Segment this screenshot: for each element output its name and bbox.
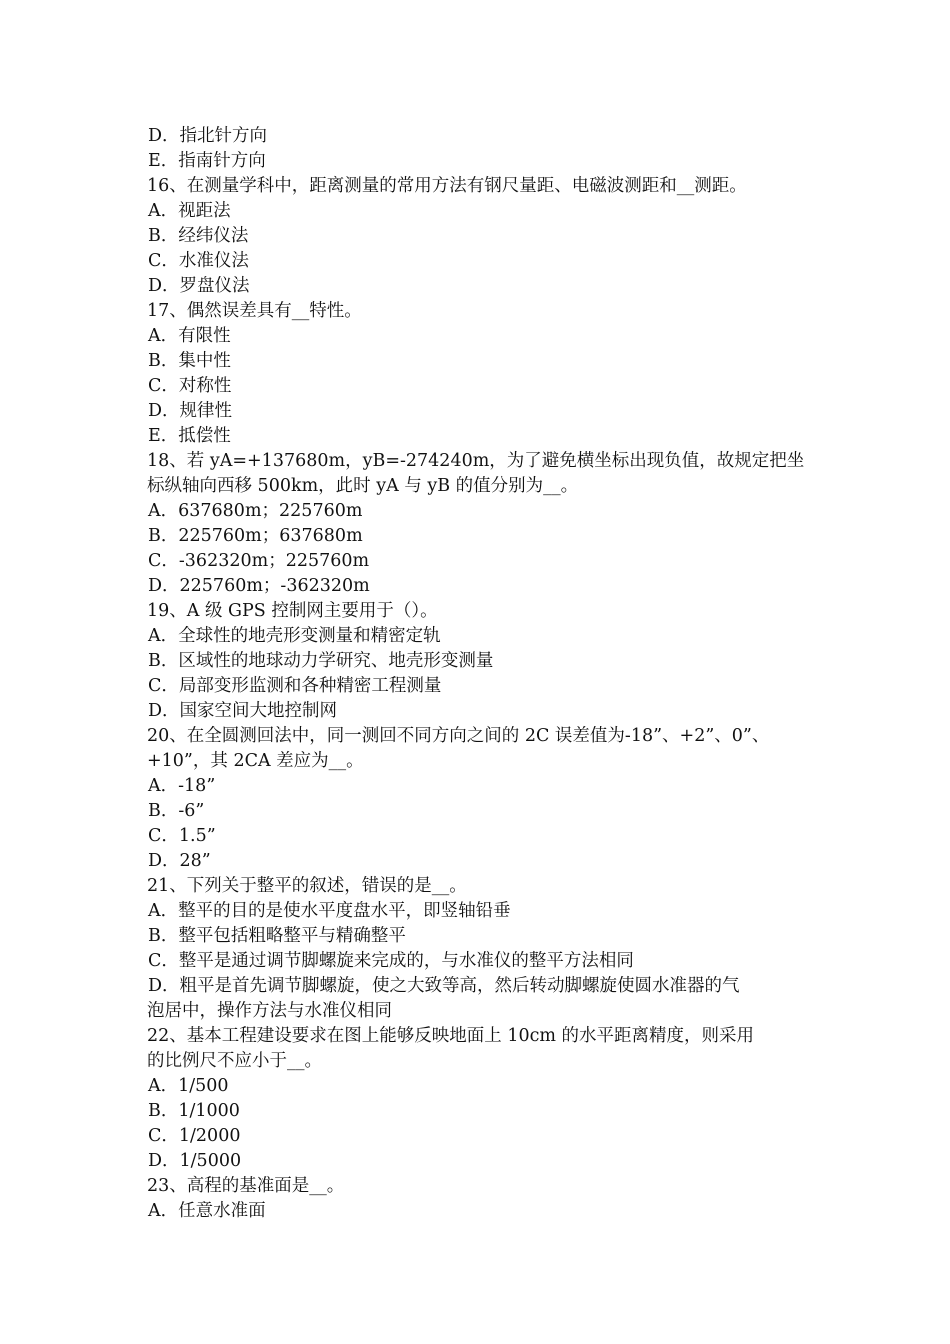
question-list bbox=[147, 124, 815, 1224]
answer-option-line: A．637680m；225760m bbox=[148, 501, 363, 521]
question-text-line: 21、下列关于整平的叙述，错误的是__。 bbox=[147, 876, 467, 896]
answer-option-line: A．-18” bbox=[148, 776, 216, 796]
answer-option-line: B．-6” bbox=[148, 801, 205, 821]
answer-option-line: C．对称性 bbox=[148, 376, 232, 396]
question-text-line: 19、A 级 GPS 控制网主要用于（）。 bbox=[147, 601, 438, 621]
answer-option-line: A．视距法 bbox=[148, 201, 231, 221]
question-text-line: 23、高程的基准面是__。 bbox=[147, 1176, 345, 1196]
answer-option-line: D．1/5000 bbox=[148, 1151, 242, 1171]
question-text-line: +10”，其 2CA 差应为__。 bbox=[147, 751, 364, 771]
answer-option-line: D．指北针方向 bbox=[148, 126, 268, 146]
answer-option-line: E．指南针方向 bbox=[148, 151, 266, 171]
question-text-line: 16、在测量学科中，距离测量的常用方法有钢尺量距、电磁波测距和__测距。 bbox=[147, 176, 747, 196]
answer-option-line: E．抵偿性 bbox=[148, 426, 231, 446]
answer-option-line: B．1/1000 bbox=[148, 1101, 240, 1121]
answer-option-line: B．整平包括粗略整平与精确整平 bbox=[148, 926, 406, 946]
question-text-line: 17、偶然误差具有__特性。 bbox=[147, 301, 362, 321]
answer-option-line: A．任意水准面 bbox=[148, 1201, 266, 1221]
answer-option-line: B．区域性的地球动力学研究、地壳形变测量 bbox=[148, 651, 494, 671]
answer-option-line: C．水准仪法 bbox=[148, 251, 249, 271]
answer-option-line: D．225760m；-362320m bbox=[148, 576, 370, 596]
answer-option-line: C．1.5” bbox=[148, 826, 216, 846]
answer-option-line: D．28” bbox=[148, 851, 211, 871]
answer-option-line: C．-362320m；225760m bbox=[148, 551, 370, 571]
question-text-line: 18、若 yA=+137680m，yB=-274240m，为了避免横坐标出现负值，故规定把坐 bbox=[147, 451, 805, 471]
question-text-line: 22、基本工程建设要求在图上能够反映地面上 10cm 的水平距离精度，则采用 bbox=[147, 1026, 755, 1046]
answer-option-line: A．全球性的地壳形变测量和精密定轨 bbox=[148, 626, 441, 646]
answer-option-line: B．225760m；637680m bbox=[148, 526, 363, 546]
question-text-line: 标纵轴向西移 500km，此时 yA 与 yB 的值分别为__。 bbox=[147, 476, 579, 496]
answer-option-line: D．规律性 bbox=[148, 401, 233, 421]
answer-option-line: A．整平的目的是使水平度盘水平，即竖轴铅垂 bbox=[148, 901, 511, 921]
answer-option-line: D．罗盘仪法 bbox=[148, 276, 250, 296]
answer-option-line: A．有限性 bbox=[148, 326, 231, 346]
question-text-line: 的比例尺不应小于__。 bbox=[147, 1051, 322, 1071]
answer-option-line: D．粗平是首先调节脚螺旋，使之大致等高，然后转动脚螺旋使圆水准器的气 bbox=[148, 976, 740, 996]
answer-option-line: C．1/2000 bbox=[148, 1126, 241, 1146]
answer-option-line: C．局部变形监测和各种精密工程测量 bbox=[148, 676, 442, 696]
answer-option-line: B．集中性 bbox=[148, 351, 231, 371]
answer-option-line: B．经纬仪法 bbox=[148, 226, 249, 246]
answer-option-line: D．国家空间大地控制网 bbox=[148, 701, 338, 721]
question-text-line: 泡居中，操作方法与水准仪相同 bbox=[147, 1001, 392, 1021]
question-text-line: 20、在全圆测回法中，同一测回不同方向之间的 2C 误差值为-18”、+2”、0”、 bbox=[147, 726, 770, 746]
answer-option-line: A．1/500 bbox=[148, 1076, 229, 1096]
answer-option-line: C．整平是通过调节脚螺旋来完成的，与水准仪的整平方法相同 bbox=[148, 951, 634, 971]
